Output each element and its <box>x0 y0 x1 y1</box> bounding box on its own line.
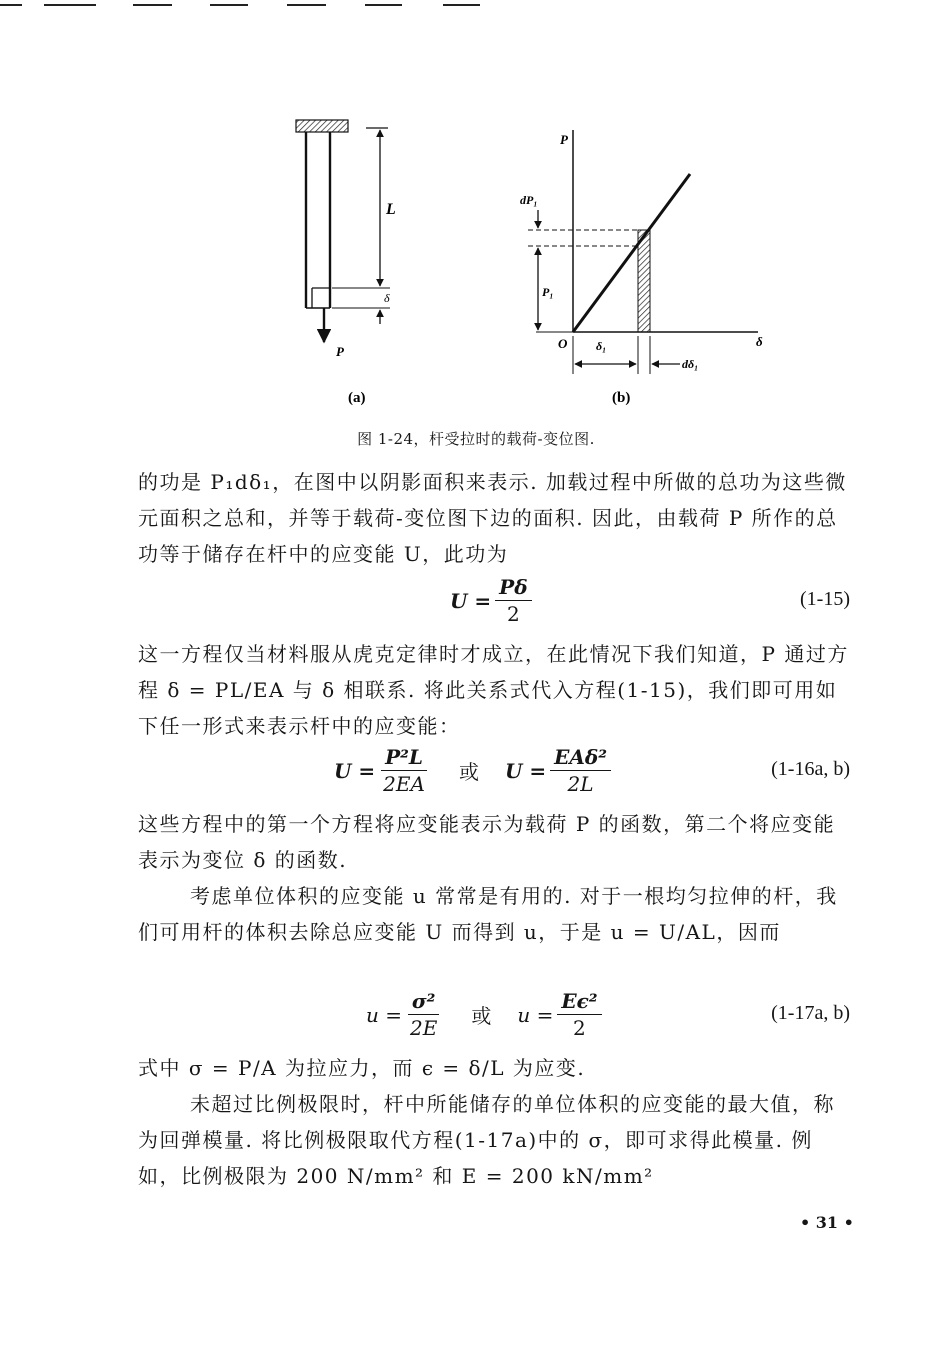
eq3-lhs-1: u = <box>366 1002 402 1027</box>
label-L: L <box>386 201 396 218</box>
figure-caption: 图 1-24，杆受拉时的载荷-变位图. <box>357 430 595 448</box>
eq3-numerator-1: σ² <box>408 988 440 1015</box>
label-delta1: δ₁ <box>596 339 607 353</box>
eq1-denominator: 2 <box>507 602 520 626</box>
eq2-numerator-2: EAδ² <box>550 744 611 771</box>
eq1-numerator: Pδ <box>495 574 531 601</box>
header-rule-dashes <box>0 0 952 12</box>
load-deflection-graph-b <box>520 130 763 406</box>
eq2-denominator-2: 2L <box>567 772 594 796</box>
paragraph-3: 这些方程中的第一个方程将应变能表示为载荷 P 的函数，第二个将应变能表示为变位 δ 的函数. <box>138 812 836 872</box>
eq3-denominator-1: 2E <box>410 1016 438 1040</box>
paragraph-1: 的功是 P₁dδ₁，在图中以阴影面积来表示. 加载过程中所做的总功为这些微元面积之总和，并等于载荷-变位图下边的面积. 因此，由载荷 P 所作的总功等于储存在杆中的应变能 U，此功为 <box>138 470 847 566</box>
equation-1-15 <box>138 574 850 634</box>
eq2-lhs-2: U = <box>504 758 547 783</box>
subfigure-b-label: (b) <box>612 390 631 406</box>
label-P1: P₁ <box>542 285 554 299</box>
origin-label: O <box>558 336 568 351</box>
equation-1-17 <box>138 988 850 1048</box>
eq3-denominator-2: 2 <box>573 1016 586 1040</box>
eq2-or: 或 <box>458 760 479 784</box>
paragraph-2: 这一方程仅当材料服从虎克定律时才成立，在此情况下我们知道，P 通过方程 δ = PL/EA 与 δ 相联系. 将此关系式代入方程(1-15)，我们即可用如下任一形式来表示杆中的应变能： <box>138 642 849 738</box>
eq3-tag: (1-17a, b) <box>771 1002 850 1024</box>
axis-y-label: P <box>560 132 568 147</box>
label-ddelta1: dδ₁ <box>682 357 699 371</box>
eq3-numerator-2: Eϵ² <box>557 988 601 1015</box>
label-dP1: dP₁ <box>520 193 538 207</box>
page-number: • 31 • <box>800 1213 854 1232</box>
subfigure-a-label: (a) <box>348 390 366 406</box>
eq2-lhs-1: U = <box>334 758 376 783</box>
equation-1-16 <box>138 744 850 804</box>
eq2-denominator-1: 2EA <box>383 772 425 796</box>
bar-diagram-a <box>296 120 396 406</box>
label-delta: δ <box>384 291 390 305</box>
eq2-tag: (1-16a, b) <box>771 758 850 780</box>
eq2-numerator-1: P²L <box>381 744 427 771</box>
eq1-lhs: U = <box>450 588 492 613</box>
axis-x-label: δ <box>756 334 763 349</box>
load-deflection-figure <box>280 110 800 420</box>
eq1-tag: (1-15) <box>800 588 850 610</box>
paragraph-4: 考虑单位体积的应变能 u 常常是有用的. 对于一根均匀拉伸的杆，我们可用杆的体积去除总应变能 U 而得到 u，于是 u = U/AL，因而 <box>138 884 838 944</box>
label-P-load: P <box>336 344 344 359</box>
eq3-or: 或 <box>471 1004 492 1028</box>
eq3-lhs-2: u = <box>517 1002 554 1027</box>
paragraph-5: 式中 σ = P/A 为拉应力，而 ϵ = δ/L 为应变. <box>138 1056 586 1080</box>
paragraph-6: 未超过比例极限时，杆中所能储存的单位体积的应变能的最大值，称为回弹模量. 将比例极限取代方程(1-17a)中的 σ，即可求得此模量. 例如，比例极限为 200 N/mm² 和 E = 200 kN/mm² <box>138 1092 835 1188</box>
